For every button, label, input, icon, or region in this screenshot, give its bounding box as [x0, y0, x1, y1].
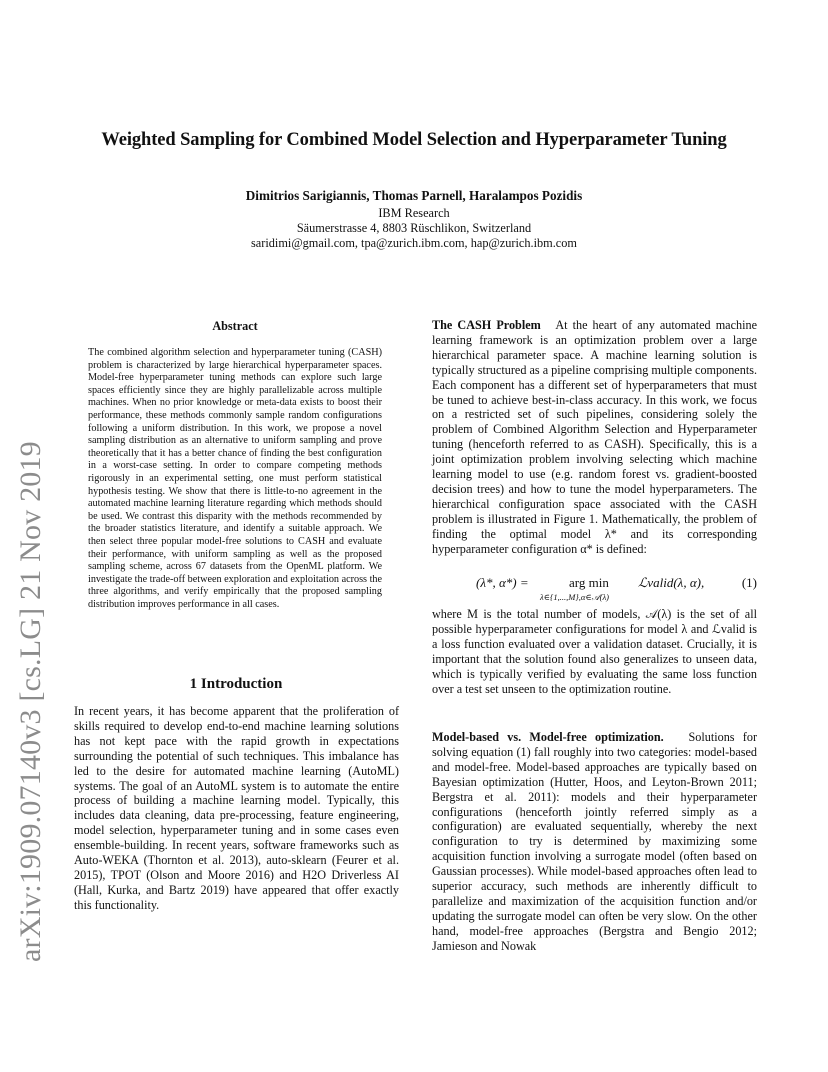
equation-lhs: (λ*, α*) = — [476, 575, 529, 590]
paper-title: Weighted Sampling for Combined Model Selection and Hyperparameter Tuning — [101, 130, 727, 150]
abstract-body: The combined algorithm selection and hyperparameter tuning (CASH) problem is characterized by large hierarchical hyperparameter spaces. Model-free hyperparameter tuning methods can explore such large spaces efficiently since they are highly parallelizable across multiple machines. When no prior knowledge or meta-data exists to boost their performance, these methods commonly sample random configurations following a uniform distribution. In this work, we propose a novel sampling distribution as an alternative to uniform sampling and prove theoretically that it has a better chance of finding the best configuration in a worst-case setting. In order to compare competing methods rigorously in an experimental setting, one must perform statistical hypothesis testing. We show that there is little-to-no agreement in the automated machine learning literature regarding which methods should be used. We contrast this disparity with the methods recommended by the broader statistics literature, and identify a suitable approach. We then select three popular model-free solutions to CASH and evaluate their performance, with uniform sampling as well as the proposed sampling scheme, across 67 datasets from the OpenML platform. We investigate the trade-off between exploration and exploitation across the three algorithms, and verify empirically that the proposed sampling distribution improves performance in all cases. — [88, 347, 383, 610]
introduction-paragraph: In recent years, it has become apparent that the proliferation of skills required to develop end-to-end machine learning solutions has not kept pace with the rapid growth in expectations surrounding the potential of such techniques. This imbalance has led to the desire for automated machine learning (AutoML) systems. The goal of an AutoML system is to automate the entire process of building a machine learning model. Typically, this includes data cleaning, data pre-processing, feature engineering, model selection, hyperparameter tuning and in some cases even ensemble-building. In recent years, software frameworks such as Auto-WEKA (Thornton et al. 2013), auto-sklearn (Feurer et al. 2015), TPOT (Olson and Moore 2016) and H2O Driverless AI (Hall, Kurka, and Bartz 2019) have appeared that offer exactly this functionality. — [74, 704, 399, 912]
emails-line: saridimi@gmail.com, tpa@zurich.ibm.com, hap@zurich.ibm.com — [251, 236, 577, 250]
address-line: Säumerstrasse 4, 8803 Rüschlikon, Switzerland — [296, 221, 532, 235]
affiliation-line: IBM Research — [378, 206, 450, 220]
equation-argmin: arg min — [569, 575, 609, 590]
arxiv-stamp: arXiv:1909.07140v3 [cs.LG] 21 Nov 2019 — [14, 441, 47, 962]
cash-paragraph — [432, 318, 757, 557]
equation-number: (1) — [741, 575, 757, 590]
cash-heading: The CASH Problem — [432, 318, 541, 332]
author-list: Dimitrios Sarigiannis, Thomas Parnell, Haralampos Pozidis — [245, 188, 583, 203]
section-heading-introduction: 1 Introduction — [189, 676, 283, 692]
model-based-text: Solutions for solving equation (1) fall roughly into two categories: model-based and model-free. Model-based approaches are typically based on Bayesian optimization (Hutter, Hoos, and Leyton-Brown 2011; Bergstra et al. 2011): models and their hyperparameter configurations (henceforth jointly referred simply as a configuration) are evaluated sequentially, whereby the next configuration to try is determined by maximizing some acquisition function involving a surrogate model (often based on Gaussian processes). While model-based approaches often lead to superior accuracy, such methods are inherently difficult to parallelize and maximization of the acquisition function and/or updating the surrogate model can often be very slow. On the other hand, model-free approaches (Bergstra and Bengio 2012; Jamieson and Nowak — [432, 730, 758, 953]
model-based-heading: Model-based vs. Model-free optimization. — [432, 730, 664, 744]
equation-1 — [432, 573, 757, 607]
abstract-heading: Abstract — [212, 319, 258, 333]
equation-rhs: ℒvalid(λ, α), — [638, 575, 705, 590]
equation-subscript: λ∈{1,...,M},α∈𝒜(λ) — [540, 592, 609, 602]
cash-paragraph-continued: where M is the total number of models, 𝒜(λ) is the set of all possible hyperparameter configurations for model λ and ℒvalid is a loss function evaluated over a validation dataset. Crucially, it is important that the solution found also generalizes to unseen data, which is typically verified by evaluating the same loss function over a test set unseen to the optimization routine. — [432, 607, 757, 696]
model-based-paragraph — [432, 730, 757, 954]
cash-text: At the heart of any automated machine learning framework is an optimization problem over a large hierarchical parameter space. A machine learning solution is typically structured as a pipeline comprising multiple components. Each component has a different set of hyperparameters that must be tuned to achieve best-in-class accuracy. In this work, we focus on a restricted set of such pipelines, considering solely the problem of Combined Algorithm Selection and Hyperparameter tuning (henceforth referred to as CASH). Specifically, this is a joint optimization problem involving selecting which machine learning model to use (e.g. random forest vs. gradient-boosted decision trees) and how to tune the model hyperparameters. The hierarchical configuration space associated with the CASH problem is illustrated in Figure 1. Mathematically, the problem of finding the optimal model λ* and its corresponding hyperparameter configuration α* is defined: — [432, 318, 757, 556]
